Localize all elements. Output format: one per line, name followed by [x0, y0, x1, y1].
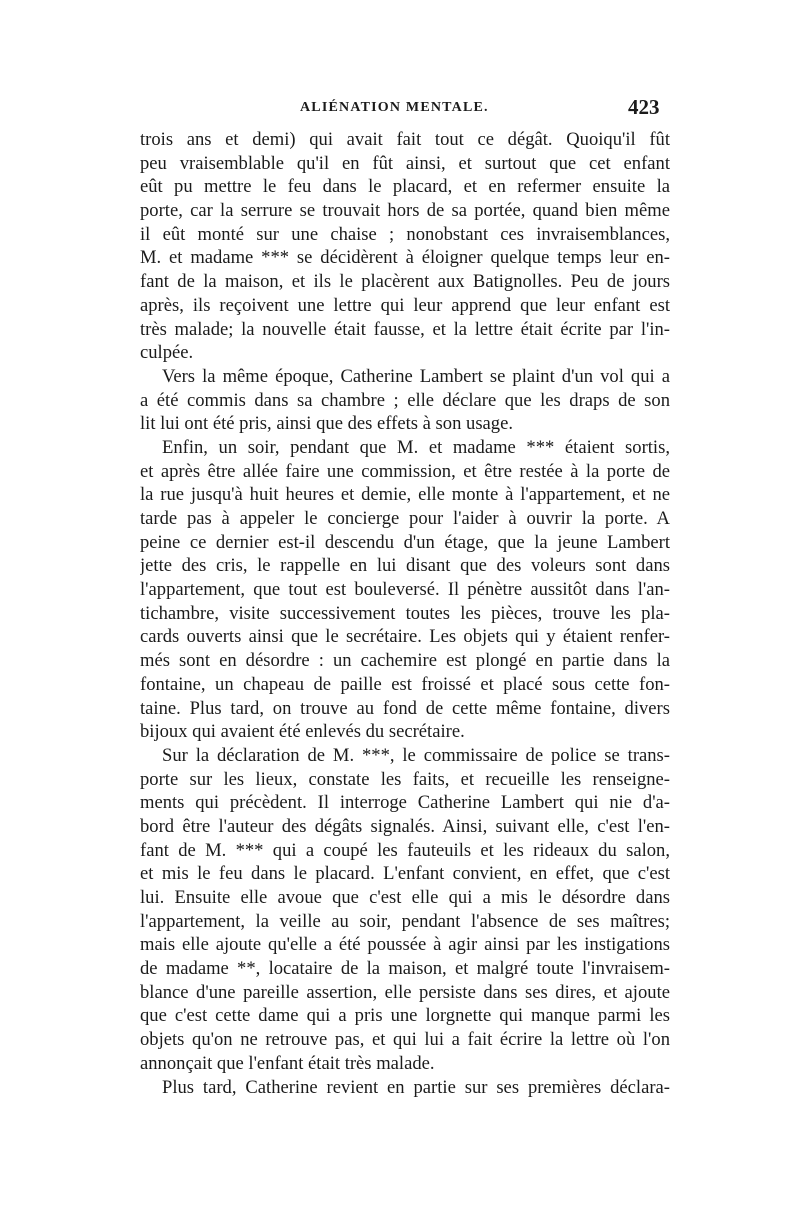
text-line: blance d'une pareille assertion, elle persiste dans ses dires, et ajoute — [140, 981, 670, 1003]
text-line: bord être l'auteur des dégâts signalés. Ainsi, suivant elle, c'est l'en- — [140, 815, 670, 837]
text-line: M. et madame *** se décidèrent à éloigner quelque temps leur en- — [140, 247, 670, 269]
text-line: la rue jusqu'à huit heures et demie, elle monte à l'appartement, et ne — [140, 484, 670, 506]
text-line: trois ans et demi) qui avait fait tout ce dégât. Quoiqu'il fût — [140, 129, 670, 150]
text-line: més sont en désordre : un cachemire est plongé en partie dans la — [140, 650, 670, 672]
text-line: taine. Plus tard, on trouve au fond de cette même fontaine, divers — [140, 697, 670, 719]
text-line: porte sur les lieux, constate les faits, et recueille les renseigne- — [140, 768, 670, 790]
text-line: l'appartement, que tout est bouleversé. Il pénètre aussitôt dans l'an- — [140, 579, 670, 601]
text-line: que c'est cette dame qui a pris une lorgnette qui manque parmi les — [140, 1005, 670, 1027]
text-line: annonçait que l'enfant était très malade. — [140, 1052, 435, 1074]
text-line: porte, car la serrure se trouvait hors de sa portée, quand bien même — [140, 200, 670, 222]
text-line: Enfin, un soir, pendant que M. et madame *** étaient sortis, — [162, 436, 670, 458]
text-line: et mis le feu dans le placard. L'enfant convient, en effet, que c'est — [140, 863, 670, 885]
text-line: Sur la déclaration de M. ***, le commissaire de police se trans- — [162, 744, 670, 766]
text-line: très malade; la nouvelle était fausse, et la lettre était écrite par l'in- — [140, 318, 670, 340]
text-line: l'appartement, la veille au soir, pendant l'absence de ses maîtres; — [140, 910, 670, 932]
text-line: après, ils reçoivent une lettre qui leur apprend que leur enfant est — [140, 294, 670, 316]
body-text — [140, 128, 670, 1099]
text-line: fontaine, un chapeau de paille est froissé et placé sous cette fon- — [140, 673, 670, 695]
text-line: lit lui ont été pris, ainsi que des effets à son usage. — [140, 413, 514, 435]
text-line: il eût monté sur une chaise ; nonobstant ces invraisemblances, — [140, 223, 670, 245]
text-line: jette des cris, le rappelle en lui disant que des voleurs sont dans — [140, 555, 670, 577]
text-line: culpée. — [140, 342, 194, 364]
page-number: 423 — [628, 95, 660, 119]
text-line: Vers la même époque, Catherine Lambert se plaint d'un vol qui a — [162, 365, 670, 387]
text-line: fant de M. *** qui a coupé les fauteuils et les rideaux du salon, — [140, 839, 670, 861]
text-line: de madame **, locataire de la maison, et malgré toute l'invraisem- — [140, 958, 670, 980]
text-line: Plus tard, Catherine revient en partie sur ses premières déclara- — [162, 1076, 670, 1098]
text-line: mais elle ajoute qu'elle a été poussée à agir ainsi par les instigations — [140, 934, 670, 956]
running-title: ALIÉNATION MENTALE. — [300, 100, 489, 115]
text-line: a été commis dans sa chambre ; elle déclare que les draps de son — [140, 389, 670, 411]
text-line: fant de la maison, et ils le placèrent aux Batignolles. Peu de jours — [140, 271, 670, 293]
text-line: lui. Ensuite elle avoue que c'est elle qui a mis le désordre dans — [140, 887, 670, 908]
text-line: ments qui précèdent. Il interroge Catherine Lambert qui nie d'a- — [140, 792, 670, 814]
text-line: peu vraisemblable qu'il en fût ainsi, et surtout que cet enfant — [140, 152, 670, 174]
text-line: bijoux qui avaient été enlevés du secrétaire. — [140, 721, 465, 743]
text-line: tarde pas à appeler le concierge pour l'aider à ouvrir la porte. A — [140, 508, 670, 529]
text-line: eût pu mettre le feu dans le placard, et en refermer ensuite la — [140, 176, 670, 198]
text-line: objets qu'on ne retrouve pas, et qui lui a fait écrire la lettre où l'on — [140, 1029, 670, 1051]
text-line: peine ce dernier est-il descendu d'un étage, que la jeune Lambert — [140, 531, 670, 553]
text-line: cards ouverts ainsi que le secrétaire. Les objets qui y étaient renfer- — [140, 626, 670, 648]
text-line: et après être allée faire une commission, et être restée à la porte de — [140, 460, 670, 482]
text-line: tichambre, visite successivement toutes les pièces, trouve les pla- — [140, 602, 670, 624]
